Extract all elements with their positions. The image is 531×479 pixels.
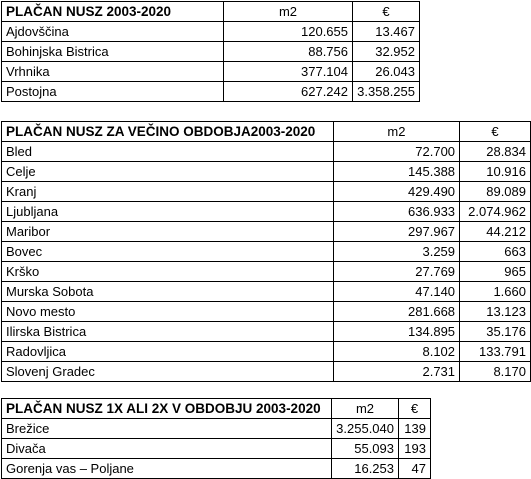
column-header-eur: € xyxy=(399,399,431,419)
amount-eur-cell: 139 xyxy=(399,419,431,439)
table-row xyxy=(2,459,431,479)
column-header-m2: m2 xyxy=(333,122,459,142)
area-m2-cell: 377.104 xyxy=(224,62,353,82)
column-header-m2: m2 xyxy=(332,399,399,419)
amount-eur-cell: 13.467 xyxy=(353,22,420,42)
table-row xyxy=(2,302,531,322)
column-header-m2: m2 xyxy=(224,2,353,22)
table-title: PLAČAN NUSZ 2003-2020 xyxy=(2,2,224,22)
amount-eur-cell: 133.791 xyxy=(460,342,531,362)
area-m2-cell: 281.668 xyxy=(333,302,459,322)
table-row xyxy=(2,419,431,439)
municipality-cell: Murska Sobota xyxy=(2,282,334,302)
amount-eur-cell: 2.074.962 xyxy=(460,202,531,222)
municipality-cell: Bled xyxy=(2,142,334,162)
table-nusz-2003-2020 xyxy=(1,1,420,102)
area-m2-cell: 627.242 xyxy=(224,82,353,102)
table-body xyxy=(2,2,420,102)
table-nusz-vecino-obdobja xyxy=(1,121,531,382)
table-body xyxy=(2,122,531,382)
municipality-cell: Maribor xyxy=(2,222,334,242)
area-m2-cell: 27.769 xyxy=(333,262,459,282)
amount-eur-cell: 8.170 xyxy=(460,362,531,382)
municipality-cell: Krško xyxy=(2,262,334,282)
area-m2-cell: 3.255.040 xyxy=(332,419,399,439)
area-m2-cell: 72.700 xyxy=(333,142,459,162)
municipality-cell: Ilirska Bistrica xyxy=(2,322,334,342)
municipality-cell: Postojna xyxy=(2,82,224,102)
area-m2-cell: 55.093 xyxy=(332,439,399,459)
amount-eur-cell: 965 xyxy=(460,262,531,282)
table-row xyxy=(2,282,531,302)
table-row xyxy=(2,22,420,42)
area-m2-cell: 3.259 xyxy=(333,242,459,262)
table-row xyxy=(2,62,420,82)
amount-eur-cell: 663 xyxy=(460,242,531,262)
table-row xyxy=(2,242,531,262)
table-row xyxy=(2,42,420,62)
area-m2-cell: 145.388 xyxy=(333,162,459,182)
amount-eur-cell: 13.123 xyxy=(460,302,531,322)
table-row xyxy=(2,362,531,382)
area-m2-cell: 297.967 xyxy=(333,222,459,242)
table-row xyxy=(2,439,431,459)
amount-eur-cell: 47 xyxy=(399,459,431,479)
area-m2-cell: 636.933 xyxy=(333,202,459,222)
table-body xyxy=(2,399,431,479)
area-m2-cell: 47.140 xyxy=(333,282,459,302)
table-row xyxy=(2,262,531,282)
municipality-cell: Slovenj Gradec xyxy=(2,362,334,382)
column-header-eur: € xyxy=(353,2,420,22)
amount-eur-cell: 10.916 xyxy=(460,162,531,182)
municipality-cell: Divača xyxy=(2,439,332,459)
table-row xyxy=(2,182,531,202)
amount-eur-cell: 26.043 xyxy=(353,62,420,82)
table-header-row xyxy=(2,399,431,419)
municipality-cell: Brežice xyxy=(2,419,332,439)
table-title: PLAČAN NUSZ 1X ALI 2X V OBDOBJU 2003-2020 xyxy=(2,399,332,419)
table-title: PLAČAN NUSZ ZA VEČINO OBDOBJA2003-2020 xyxy=(2,122,334,142)
amount-eur-cell: 32.952 xyxy=(353,42,420,62)
municipality-cell: Bovec xyxy=(2,242,334,262)
amount-eur-cell: 44.212 xyxy=(460,222,531,242)
table-header-row xyxy=(2,122,531,142)
amount-eur-cell: 89.089 xyxy=(460,182,531,202)
municipality-cell: Bohinjska Bistrica xyxy=(2,42,224,62)
municipality-cell: Ajdovščina xyxy=(2,22,224,42)
area-m2-cell: 8.102 xyxy=(333,342,459,362)
area-m2-cell: 2.731 xyxy=(333,362,459,382)
table-row xyxy=(2,342,531,362)
table-row xyxy=(2,322,531,342)
municipality-cell: Celje xyxy=(2,162,334,182)
table-header-row xyxy=(2,2,420,22)
amount-eur-cell: 35.176 xyxy=(460,322,531,342)
amount-eur-cell: 193 xyxy=(399,439,431,459)
table-row xyxy=(2,202,531,222)
municipality-cell: Novo mesto xyxy=(2,302,334,322)
municipality-cell: Gorenja vas – Poljane xyxy=(2,459,332,479)
municipality-cell: Ljubljana xyxy=(2,202,334,222)
amount-eur-cell: 1.660 xyxy=(460,282,531,302)
area-m2-cell: 16.253 xyxy=(332,459,399,479)
table-row xyxy=(2,162,531,182)
table-row xyxy=(2,82,420,102)
column-header-eur: € xyxy=(460,122,531,142)
table-row xyxy=(2,142,531,162)
table-row xyxy=(2,222,531,242)
table-nusz-1x-ali-2x xyxy=(1,398,431,479)
amount-eur-cell: 3.358.255 xyxy=(353,82,420,102)
municipality-cell: Radovljica xyxy=(2,342,334,362)
area-m2-cell: 120.655 xyxy=(224,22,353,42)
area-m2-cell: 88.756 xyxy=(224,42,353,62)
area-m2-cell: 134.895 xyxy=(333,322,459,342)
municipality-cell: Vrhnika xyxy=(2,62,224,82)
amount-eur-cell: 28.834 xyxy=(460,142,531,162)
area-m2-cell: 429.490 xyxy=(333,182,459,202)
municipality-cell: Kranj xyxy=(2,182,334,202)
